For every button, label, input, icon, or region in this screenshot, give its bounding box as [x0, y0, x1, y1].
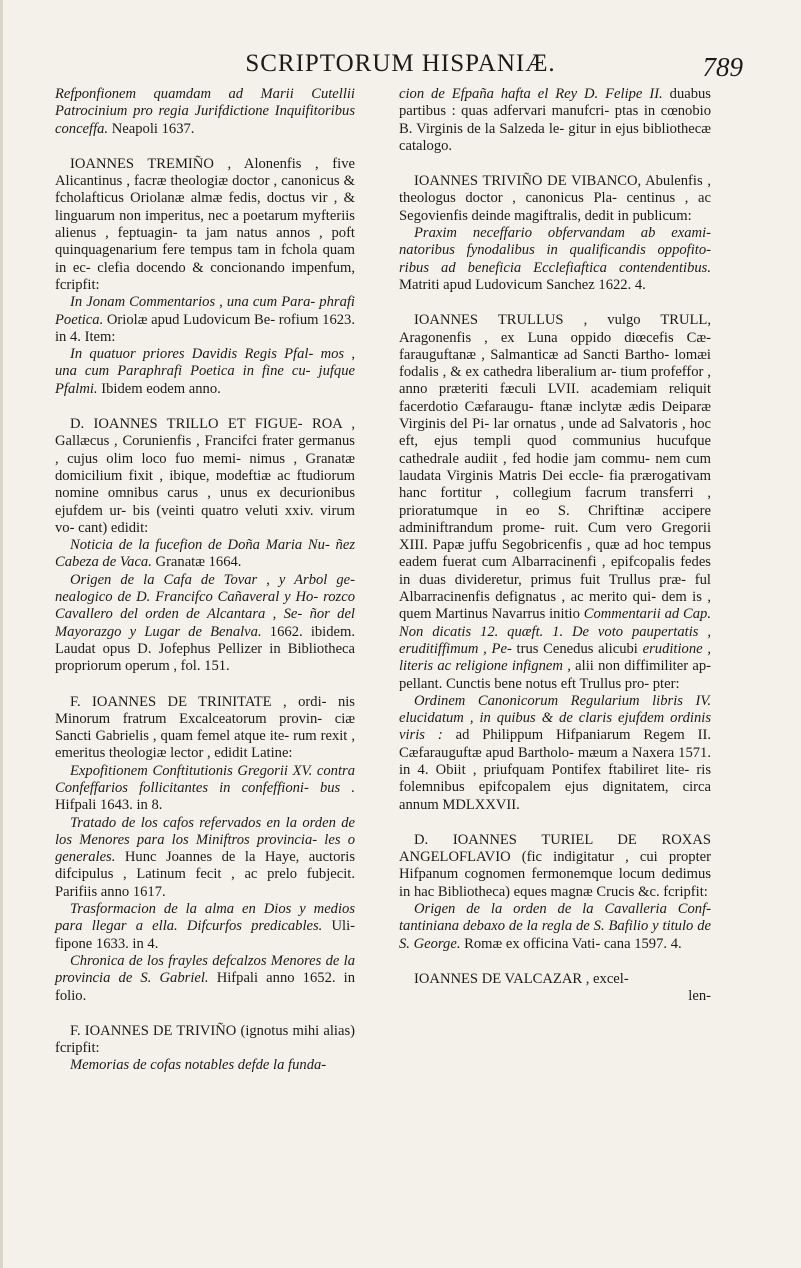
entry-trivino: F. IOANNES DE TRIVIÑO (ignotus mihi alias) fcripfit: [55, 1022, 355, 1057]
work-noticia: Noticia de la fucefion de Doña Maria Nu- ñez Cabeza de Vaca. Granatæ 1664. [55, 537, 355, 571]
page-number: 789 [702, 52, 743, 82]
work-origen-cavalleria: Origen de la orden de la Cavalleria Conf- tantiniana debaxo de la regla de S. Bafilio y titulo de S. George. Romæ ex officina Vati- cana 1597. 4. [399, 901, 711, 952]
left-column [55, 86, 355, 1075]
entry-trullus: IOANNES TRULLUS , vulgo TRULL, Aragonenfis , ex Luna oppido diœcefis Cæ- farauguftanæ , Salmanticæ ad Sancti Bartho- lomæi fodalis , & ex cathedra liberalium ar- tium profeffor , anno præteriti fæculi LVII. academiam reliquit facerdotio Cæfaraugu- ftanæ inclytæ ædis Deiparæ Virginis del Pi- lar ornatus , unde ad Salvatoris , hoc eft, ejus templi quod communius hucufque cathedrale audiit , fed hodie jam commu- nem cum laudata Virginis Matris Dei eccle- fia prærogativam hanc fortitur , collegium facrum transferri , prioratumque in eo S. Chriftinæ accipere adminiftrandum prome- ruit. Cum vero Gregorii XIII. Papæ juffu Segobricenfis , quæ ad hoc tempus eadem fuerat cum Albarracinenfi , epifcopalis fedes in duas divideretur, primus fuit Trullus præ- ful Albarracinenfis defignatus , ac merito qui- dem is , quem Martinus Navarrus initio Commentarii ad Cap. Non dicatis 12. quæft. 1. De voto paupertatis , eruditiffimum , Pe- trus Cenedus alicubi eruditione , literis ac religione infignem , alii non diffimiliter ap- pellant. Cunctis bene notus eft Trullus pro- pter: [399, 312, 711, 692]
work-origen-tovar: Origen de la Cafa de Tovar , y Arbol ge- nealogico de D. Francifco Cañaveral y Ho- rozco Cavallero del orden de Alcantara , Se- ñor del Mayorazgo y Lugar de Benalva. 1662. ibidem. Laudat opus D. Jofephus Pellizer in Bibliotheca propriorum operum , fol. 151. [55, 571, 355, 675]
entry-trillo: D. IOANNES TRILLO ET FIGUE- ROA , Gallæcus , Corunienfis , Francifci frater germanus , cujus olim loco fuo memi- nimus , Granatæ domicilium fixit , ibique, modeftiæ ac ftudiorum nomine omnibus carus , unus ex decurionibus ejufdem ur- bis (veinti quatro veluti xxiv. virum vo- cant) edidit: [55, 416, 355, 536]
work-chronica: Chronica de los frayles defcalzos Menores de la provincia de S. Gabriel. Hifpali anno 1652. in folio. [55, 952, 355, 1004]
work-ordinem: Ordinem Canonicorum Regularium libris IV. elucidatum , in quibus & de claris ejufdem ordinis viris : ad Philippum Hifpaniarum Regem II. Cæfarauguftæ apud Bartholo- mæum a Naxera 1571. in 4. Obiit , priufquam Pontifex ftabiliret lite- ris folemnibus epifcopalem ejus dignitatem, circa annum MDLXXVII. [399, 692, 711, 813]
entry-valcazar: IOANNES DE VALCAZAR , excel- [414, 970, 629, 987]
entry-trivino-vibanco: IOANNES TRIVIÑO DE VIBANCO, Abulenfis , theologus doctor , canonicus Pla- centinus , ac Segovienfis deinde magiftralis, dedit in publicum: [399, 173, 711, 224]
work-praxim: Praxim neceffario obfervandam ab exami- natoribus fynodalibus in qualificandis oppofito- ribus ad beneficia Ecclefiaftica contendentibus. Matriti apud Ludovicum Sanchez 1622. 4. [399, 225, 711, 293]
work-tratado: Tratado de los cafos refervados en la orden de los Menores para los Miniftros provincia- les o generales. Hunc Joannes de la Haye, auctoris difcipulus , Latinum fecit , ac prelo fubjecit. Parifiis anno 1617. [55, 814, 356, 900]
running-head [0, 50, 801, 84]
page-edge-shadow [0, 0, 3, 1268]
work-trasformacion: Trasformacion de la alma en Dios y medios para llegar a ella. Difcurfos predicables. Uli- fipone 1633. in 4. [55, 901, 355, 952]
work-expofitio: Expofitionem Conftitutionis Gregorii XV. contra Confeffarios follicitantes in confeffioni- bus . Hifpali 1643. in 8. [55, 762, 355, 814]
work-jonam: In Jonam Commentarios , una cum Para- phrafi Poetica. Oriolæ apud Ludovicum Be- rofium 1623. in 4. Item: [55, 294, 355, 345]
entry-turiel: D. IOANNES TURIEL DE ROXAS ANGELOFLAVIO (fic indigitatur , cui propter Hifpanum cognomen fermonemque locum dedimus in hac Bibliotheca) eques magnæ Crucis &c. fcripfit: [399, 831, 711, 900]
work-memorias: Memorias de cofas notables defde la funda- [70, 1057, 327, 1074]
work-davidis: In quatuor priores Davidis Regis Pfal- mos , una cum Paraphrafi Poetica in fine cu- jufque Pfalmi. Ibidem eodem anno. [55, 346, 355, 397]
entry-trinitate: F. IOANNES DE TRINITATE , ordi- nis Minorum fratrum Excalceatorum provin- ciæ Sancti Gabrielis , quam femel atque ite- rum rexit , emeritus theologiæ lector , edidit Latine: [55, 693, 355, 762]
work-title: Refponfionem quamdam ad Marii Cutellii Patrocinium pro regia Jurifdictione Inquifitoribus conceffa. Neapoli 1637. [55, 86, 355, 137]
catchword: len- [688, 988, 711, 1005]
right-column [399, 86, 711, 1006]
work-memorias-cont: cion de Efpaña hafta el Rey D. Felipe II. duabus partibus : quas adfervari manufcri- ptas in cœnobio B. Virginis de la Salzeda le- gitur in ejus bibliothecæ catalogo. [399, 86, 711, 154]
entry-tremino: IOANNES TREMIÑO , Alonenfis , five Alicantinus , facræ theologiæ doctor , canonicus & fcholafticus Oriolanæ almæ fedis, doctus vir , & linguarum non imperitus, nec a poetarum myfteriis alienus , feptuagin- ta jam natus annos , poft quinquagenarium fere tempus tam in fchola quam in ec- clefia docendo & concionando impenfum, fcripfit: [55, 155, 355, 293]
running-title: SCRIPTORUM HISPANIÆ. [245, 50, 556, 77]
